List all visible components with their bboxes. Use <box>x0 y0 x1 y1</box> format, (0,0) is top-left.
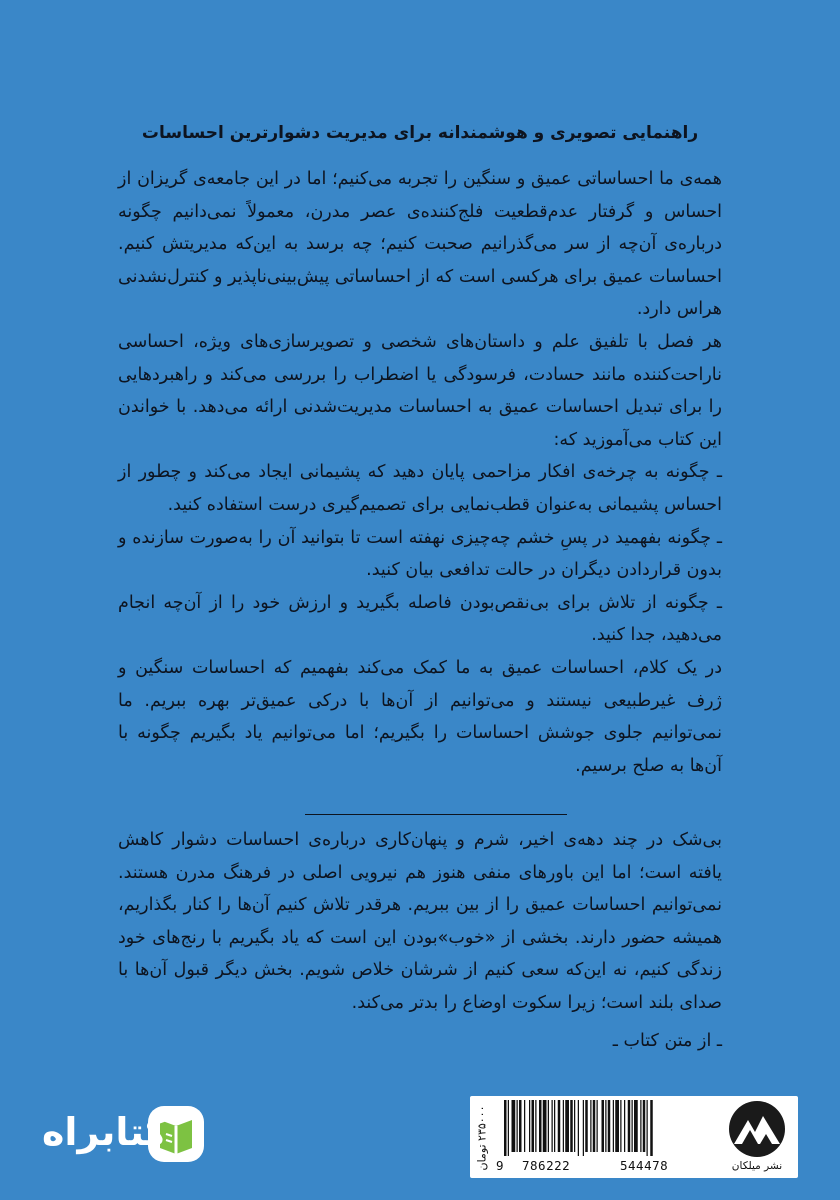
barcode-bar <box>643 1100 646 1152</box>
barcode-bar <box>597 1100 598 1152</box>
barcode-bar <box>593 1100 596 1152</box>
barcode-bar <box>608 1100 611 1152</box>
barcode-bar <box>634 1100 638 1152</box>
barcode-bar <box>640 1100 641 1152</box>
barcode-bar <box>543 1100 547 1152</box>
blurb-paragraph: همه‌ی ما احساساتی عمیق و سنگین را تجربه می‌کنیم؛ اما در این جامعه‌ی گریزان از احساس و گرفتار عدم‌قطعیت فلج‌کننده‌ی عصر مدرن، معمولاً نمی‌دانیم چگونه درباره‌ی آن‌چه از سر می‌گذرانیم صحبت کنیم؛ چه برسد به این‌که مدیریتش کنیم. احساسات عمیق برای هرکسی است که از احساساتی پیش‌بینی‌ناپذیر و کنترل‌نشدنی هراس دارد. <box>118 169 722 320</box>
blurb-list-item: ـ چگونه به چرخه‌ی افکار مزاحمی پایان دهید که پشیمانی ایجاد می‌کند و چطور از احساس پشیمانی به‌عنوان قطب‌نمایی برای تصمیم‌گیری درست استفاده کنید. <box>118 462 722 515</box>
publisher-logo <box>718 1098 796 1176</box>
blurb-block-2 <box>118 652 722 782</box>
blurb-block-1 <box>118 163 722 652</box>
barcode-bar <box>578 1100 579 1156</box>
mountains-icon <box>724 1100 790 1158</box>
barcode-bar <box>539 1100 542 1152</box>
divider-line <box>305 814 567 815</box>
publisher-name: نشر میلکان <box>731 1160 783 1172</box>
blurb-paragraph: در یک کلام، احساسات عمیق به ما کمک می‌کند بفهمیم که احساسات سنگین و ژرف غیرطبیعی نیستند و می‌توانیم از آن‌ها با درکی عمیق‌تر بهره ببریم. ما نمی‌توانیم جلوی جوشش احساسات را بگیریم؛ اما می‌توانیم یاد بگیریم چگونه با آن‌ها به صلح برسیم. <box>118 658 722 776</box>
barcode-bar <box>563 1100 564 1152</box>
book-tagline: راهنمایی تصویری و هوشمندانه برای مدیریت دشوارترین احساسات <box>141 123 699 143</box>
isbn-barcode <box>496 1100 712 1174</box>
barcode-bar <box>558 1100 561 1152</box>
barcode-bar <box>532 1100 535 1152</box>
isbn-digits <box>496 1158 712 1174</box>
barcode-bar <box>512 1100 516 1152</box>
barcode-bar <box>508 1100 509 1156</box>
barcode-bar <box>524 1100 525 1152</box>
barcode-panel <box>470 1096 798 1178</box>
price-label <box>470 1098 492 1176</box>
isbn-group-2: 544478 <box>620 1158 669 1173</box>
barcode-bar <box>529 1100 530 1152</box>
excerpt-block <box>118 824 722 1020</box>
barcode-bar <box>650 1100 653 1156</box>
barcode-bar <box>570 1100 573 1152</box>
barcode-bar <box>605 1100 606 1152</box>
barcode-bar <box>624 1100 625 1152</box>
price-text: ۲۳۵۰۰۰ تومان <box>475 1105 489 1171</box>
barcode-bar <box>583 1100 584 1156</box>
barcode-bar <box>565 1100 569 1152</box>
isbn-group-1: 786222 <box>522 1158 571 1173</box>
barcode-bar <box>519 1100 522 1152</box>
barcode-bar <box>628 1100 631 1152</box>
barcode-bar <box>620 1100 621 1152</box>
isbn-lead-digit: 9 <box>496 1158 505 1173</box>
blurb-paragraph: هر فصل با تلفیق علم و داستان‌های شخصی و تصویرسازی‌های ویژه، احساسی ناراحت‌کننده مانند حسادت، فرسودگی یا اضطراب را بررسی می‌کند و راهبردهایی را برای تبدیل احساسات عمیق به احساسات مدیریت‌شدنی ارائه می‌دهد. با خواندن این کتاب می‌آموزید که: <box>118 331 722 450</box>
barcode-bar <box>613 1100 614 1152</box>
barcode-bar <box>552 1100 553 1152</box>
blurb-list-item: ـ چگونه از تلاش برای بی‌نقص‌بودن فاصله بگیرید و ارزش خود را از آن‌چه انجام می‌دهید، جدا کنید. <box>118 592 722 646</box>
barcode-bar <box>517 1100 518 1152</box>
barcode-bar <box>548 1100 549 1152</box>
barcode-bar <box>554 1100 555 1152</box>
barcode-bar <box>574 1100 575 1152</box>
logo-wordmark: کتابراه <box>42 1110 168 1154</box>
barcode-bar <box>632 1100 633 1152</box>
blurb-list-item: ـ چگونه بفهمید در پسِ خشم چه‌چیزی نهفته است تا بتوانید آن را به‌صورت سازنده و بدون قراردادن دیگران در حالت تدافعی بیان کنید. <box>118 527 722 581</box>
barcode-bar <box>504 1100 507 1156</box>
excerpt-paragraph: بی‌شک در چند دهه‌ی اخیر، شرم و پنهان‌کاری درباره‌ی احساسات دشوار کاهش یافته است؛ اما این باورهای منفی هنوز هم نیرویی اصلی در فرهنگ مدرن هستند. نمی‌توانیم احساسات عمیق را از بین ببریم. هرقدر تلاش کنیم آن‌ها را کنار بگذاریم، همیشه حضور دارند. بخشی از «خوب»بودن این است که یاد بگیریم با رنج‌های خود زندگی کنیم، نه این‌که سعی کنیم از شرشان خلاص شویم. بخش دیگر قبول آن‌ها با صدای بلند است؛ زیرا سکوت اوضاع را بدتر می‌کند. <box>118 830 722 1013</box>
barcode-bars <box>502 1100 710 1156</box>
barcode-bar <box>615 1100 619 1152</box>
barcode-bar <box>602 1100 605 1152</box>
barcode-bar <box>590 1100 591 1152</box>
ketabrah-logo <box>36 1100 206 1170</box>
barcode-bar <box>585 1100 588 1152</box>
barcode-bar <box>647 1100 648 1156</box>
excerpt-source: ـ از متن کتاب ـ <box>612 1031 722 1051</box>
barcode-bar <box>535 1100 536 1152</box>
